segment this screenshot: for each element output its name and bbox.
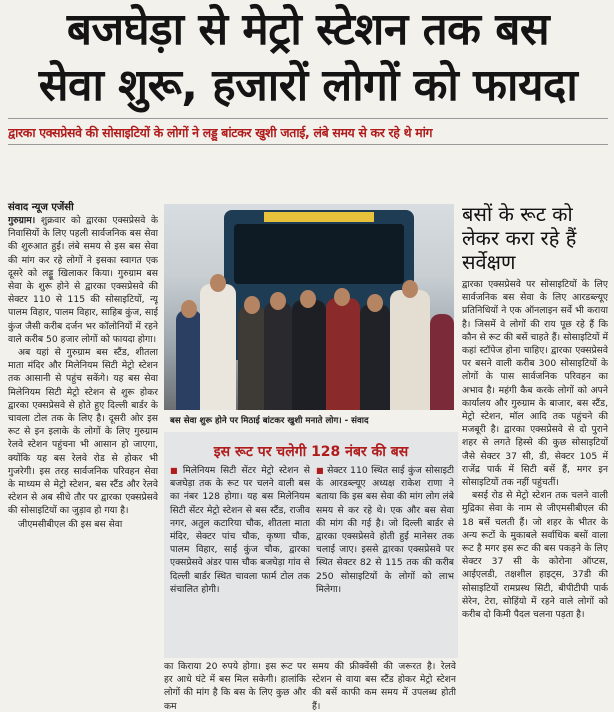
article-column-2-bottom: का किराया 20 रुपये होगा। इस रूट पर हर आधे घंटे में बस मिल सकेगी। हालांकि लोगों की मांग है कि बस के लिए कुछ और कम	[164, 661, 306, 712]
paragraph-1: शुक्रवार को द्वारका एक्सप्रेसवे के निवासियों के लिए पहली सार्वजनिक बस सेवा की शुरुआत हुई। लंबे समय से इस बस सेवा की मांग कर रहे लोगों ने इसका स्वागत एक दूसरे को लड्डू खिलाकर किया। गुरुग्राम बस सेवा के शुरू होने से द्वारका एक्सप्रेसवे की सेक्टर 110 से 115 की सोसाइटियों, न्यू पालम विहार, पालम विहार, साहिब कुंज, साई कुंज जैसी करीब दर्जन भर कॉलोनियों में रहने वाले करीब 50 हजार लोगों को फायदा होगा।	[8, 215, 158, 345]
paragraph-3: जीएमसीबीएल की इस बस सेवा	[18, 518, 123, 530]
route-subtitle: इस रूट पर चलेगी 128 नंबर की बस	[213, 444, 409, 460]
route-column-left	[170, 464, 310, 656]
side-paragraph-2: बसई रोड से मेट्रो स्टेशन तक चलने वाली मुद्रिका सेवा के नाम से जीएमसीबीएल की 18 बसें चलती हैं। जो शहर के भीतर के अन्य रूटों के मुकाबले सर्वाधिक बसों वाला रूट है मगर इस रूट की बस पकड़ने के लिए सेक्टर 37 सी के कोरोना ऑप्टस, आईएलडी, तक्षशील हाइट्स, 37डी की सोसाइटियों रामप्रस्थ सिटी, बीपीटीपी पार्क सेरेन, टेरा, सोहिंयो में रहने वाले लोगों को करीब दो किमी पैदल चलना पड़ता है।	[462, 490, 608, 621]
photo-caption: बस सेवा शुरू होने पर मिठाई बांटकर खुशी मनाते लोग। - संवाद	[170, 416, 369, 426]
subheadline: द्वारका एक्सप्रेसवे की सोसाइटियों के लोगों ने लड्डू बांटकर खुशी जताई, लंबे समय से कर रहे थे मांग	[8, 125, 433, 140]
article-column-1	[8, 214, 158, 712]
side-paragraph-1: द्वारका एक्सप्रेसवे पर सोसाइटियों के लिए सार्वजनिक बस सेवा के लिए आरडब्ल्यूए प्रतिनिधियों ने एक ऑनलाइन सर्वे भी कराया है। जिसमें वे लोगों की राय पूछ रहे हैं कि कौन से रूट की बसें चाहते हैं। सोसाइटियों में कहां स्टॉपेज होना चाहिए। द्वारका एक्सप्रेसवे पर बसने वाली करीब 300 सोसाइटियों के लोगों के पास सार्वजनिक परिवहन का अभाव है। महंगी कैब करके लोगों को अपने कार्यालय और गुरुग्राम के बाजार, बस स्टैंड, मेट्रो स्टेशन, मॉल आदि तक पहुंचने की मजबूरी है। द्वारका एक्सप्रेसवे से दो पुराने शहर से लगते हिस्से की कुछ सोसाइटियों जैसे सेक्टर 37 सी, डी, सेक्टर 105 में राजेंद्र पार्क में सिटी बसें हैं, मगर इन सोसाइटियों तक नहीं पहुंचतीं।	[462, 279, 608, 489]
side-column	[462, 278, 608, 712]
headline-line-1: बजघेड़ा से मेट्रो स्टेशन तक बस	[66, 4, 550, 55]
paragraph-2: अब यहां से गुरुग्राम बस स्टैंड, शीतला माता मंदिर और मिलेनियम सिटी मेट्रो स्टेशन तक आसानी से पहुंच सकेंगे। यह बस सेवा मिलेनियम सिटी मेट्रो स्टेशन से शुरू होकर द्वारका एक्सप्रेसवे से होते हुए दिल्ली बार्डर के चावला टोल तक के लिए है। दूसरी ओर इस रूट से इन इलाके के लोगों के लिए गुरुग्राम रेलवे स्टेशन पहुंचना भी आसान हो जाएगा, क्योंकि यह बस रेलवे रोड से होकर भी गुजरेगी। इस तरह सार्वजनिक परिवहन सेवा के माध्यम से मेट्रो स्टेशन, बस स्टैंड और रेलवे स्टेशन से अब सीधे तौर पर द्वारका एक्सप्रेसवे की सोसाइटियों का जुड़ाव हो गया है।	[8, 347, 158, 517]
side-heading: बसों के रूट को लेकर करा रहे हैं सर्वेक्षण	[462, 202, 577, 274]
divider	[8, 144, 608, 145]
byline: संवाद न्यूज एजेंसी	[8, 202, 74, 213]
bullet-icon: ■	[316, 466, 325, 475]
article-column-3-bottom: समय की फ्रीक्वेंसी की जरूरत है। रेलवे स्टेशन से वाया बस स्टैंड होकर मेट्रो स्टेशन की बसें काफी कम समय में उपलब्ध होती हैं।	[312, 661, 456, 712]
dateline: गुरुग्राम।	[8, 215, 36, 226]
headline-line-2: सेवा शुरू, हजारों लोगों को फायदा	[38, 60, 578, 111]
route-column-right	[316, 464, 454, 656]
bullet-icon: ■	[170, 466, 180, 475]
news-photo	[164, 204, 454, 410]
route-text-left: मिलेनियम सिटी सेंटर मेट्रो स्टेशन से बजघेड़ा तक के रूट पर चलने वाली बस का नंबर 128 होगा। यह बस मिलेनियम सिटी सेंटर मेट्रो स्टेशन से बस स्टैंड, राजीव नगर, अतुल कटारिया चौक, शीतला माता मंदिर, सेक्टर पांच चौक, कृष्णा चौक, पालम विहार, साई कुंज चौक, द्वारका एक्सप्रेसवे अंडर पास चौक बजघेड़ा गांव से दिल्ली बार्डर स्थित चावला फार्म टोल तक संचालित होगी।	[170, 465, 310, 595]
divider	[8, 118, 608, 119]
route-text-right: सेक्टर 110 स्थित साई कुंज सोसाइटी के आरडब्ल्यूए अध्यक्ष राकेश राणा ने बताया कि इस बस सेवा की मांग लोग लंबे समय से कर रहे थे। एक और बस सेवा की मांग की गई है। जो दिल्ली बार्डर से द्वारका एक्सप्रेसवे होती हुई मानेसर तक चलाई जाए। इससे द्वारका एक्सप्रेसवे पर स्थित सेक्टर 82 से 115 तक की करीब 250 सोसाइटियों के लोगों को लाभ मिलेगा।	[316, 465, 454, 595]
headline	[8, 2, 608, 114]
